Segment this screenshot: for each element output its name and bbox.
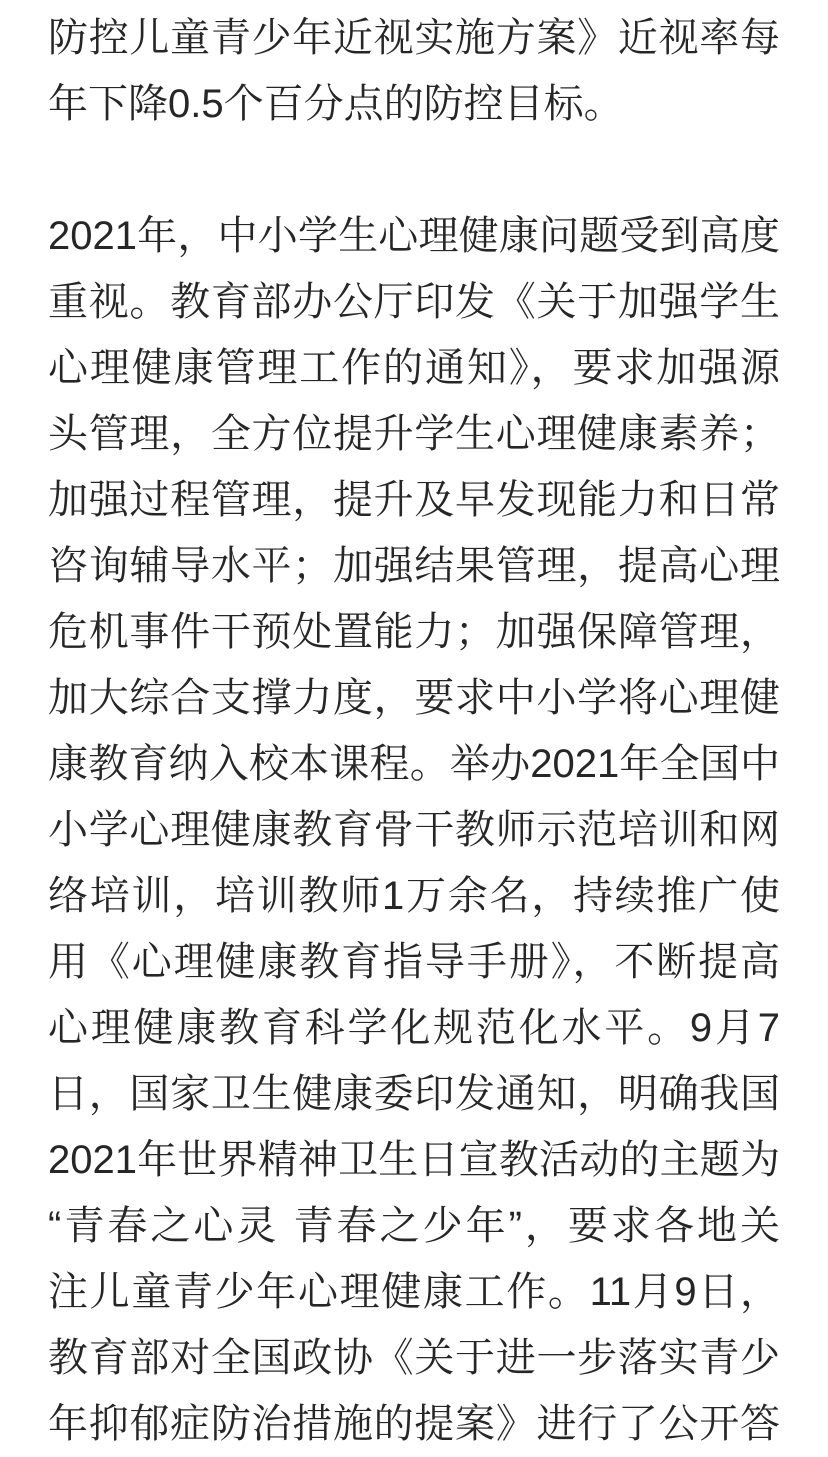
text-line: 用《心理健康教育指导手册》，不断提高 [48, 940, 780, 984]
text-line: 年抑郁症防治措施的提案》进行了公开答 [48, 1402, 780, 1446]
text-line: 康教育纳入校本课程。举办2021年全国中 [48, 742, 780, 786]
text-line: 咨询辅导水平；加强结果管理，提高心理 [48, 544, 780, 588]
text-line: 2021年世界精神卫生日宣教活动的主题为 [48, 1138, 780, 1182]
text-line: 危机事件干预处置能力；加强保障管理， [48, 610, 780, 654]
text-line: 头管理，全方位提升学生心理健康素养； [48, 412, 780, 456]
text-line: 心理健康教育科学化规范化水平。9月7 [48, 1006, 780, 1050]
paragraph-2 [48, 203, 780, 1457]
text-line: 心理健康管理工作的通知》，要求加强源 [48, 346, 780, 390]
text-line: 注儿童青少年心理健康工作。11月9日， [48, 1270, 780, 1314]
text-line: 日，国家卫生健康委印发通知，明确我国 [48, 1072, 780, 1116]
text-line: “青春之心灵 青春之少年”，要求各地关 [48, 1204, 780, 1248]
text-line: 重视。教育部办公厅印发《关于加强学生 [48, 280, 780, 324]
text-line: 加强过程管理，提升及早发现能力和日常 [48, 478, 780, 522]
text-line: 防控儿童青少年近视实施方案》近视率每 [48, 16, 780, 60]
text-line: 加大综合支撑力度，要求中小学将心理健 [48, 676, 780, 720]
text-line: 络培训，培训教师1万余名，持续推广使 [48, 874, 780, 918]
text-line: 2021年，中小学生心理健康问题受到高度 [48, 214, 780, 258]
text-line: 教育部对全国政协《关于进一步落实青少 [48, 1336, 780, 1380]
text-line: 小学心理健康教育骨干教师示范培训和网 [48, 808, 780, 852]
text-line: 年下降0.5个百分点的防控目标。 [48, 82, 624, 126]
paragraph-1 [48, 5, 780, 137]
